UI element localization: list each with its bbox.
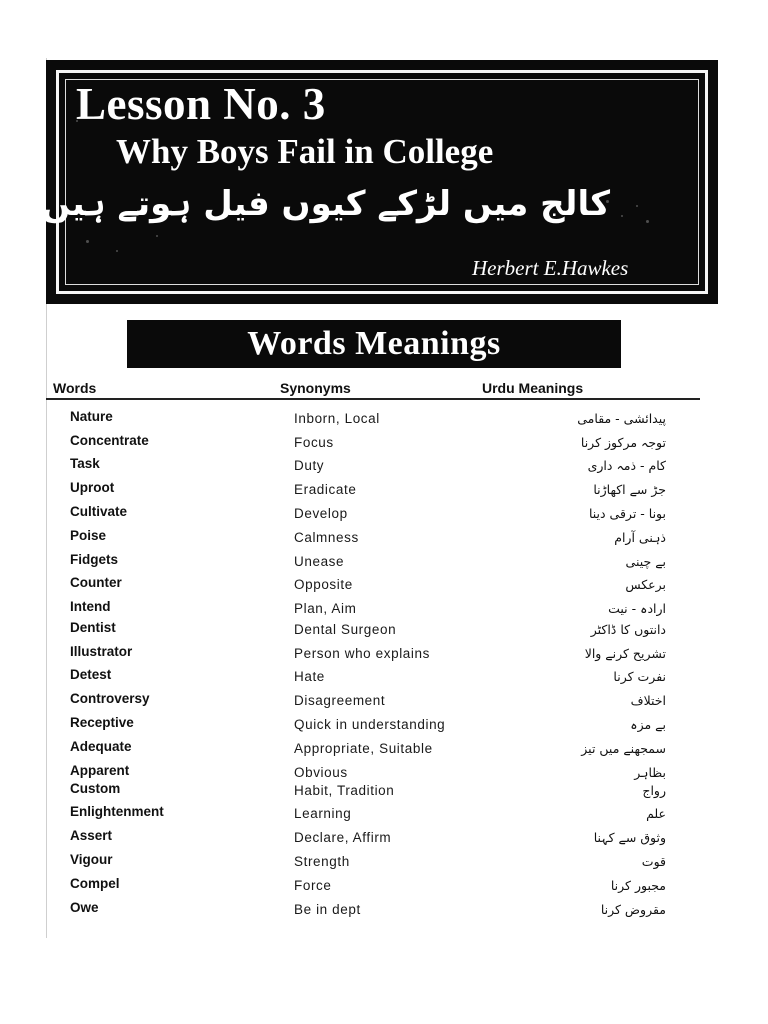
urdu-cell: قوت	[641, 854, 666, 869]
word-cell: Compel	[70, 876, 120, 891]
synonym-cell: Be in dept	[294, 902, 361, 917]
synonym-cell: Habit, Tradition	[294, 783, 395, 798]
table-row	[0, 552, 768, 574]
urdu-cell: رواج	[642, 783, 666, 798]
table-row	[0, 667, 768, 689]
table-row	[0, 504, 768, 526]
word-cell: Assert	[70, 828, 113, 843]
table-row	[0, 900, 768, 922]
urdu-cell: علم	[646, 806, 666, 821]
table-row	[0, 715, 768, 737]
word-cell: Enlightenment	[70, 804, 164, 819]
urdu-cell: ارادہ - نیت	[608, 601, 666, 616]
synonym-cell: Plan, Aim	[294, 601, 357, 616]
urdu-cell: اختلاف	[630, 693, 666, 708]
word-cell: Vigour	[70, 852, 113, 867]
table-row	[0, 528, 768, 550]
synonym-cell: Focus	[294, 435, 334, 450]
urdu-title: کالج میں لڑکے کیوں فیل ہوتے ہیں	[41, 184, 610, 224]
urdu-cell: بے چینی	[625, 554, 666, 569]
urdu-cell: بظاہر	[634, 765, 666, 780]
synonym-cell: Declare, Affirm	[294, 830, 392, 845]
synonym-cell: Inborn, Local	[294, 411, 380, 426]
word-cell: Controversy	[70, 691, 150, 706]
table-row	[0, 480, 768, 502]
table-row	[0, 575, 768, 597]
urdu-cell: وثوق سے کہنا	[593, 830, 666, 845]
word-cell: Detest	[70, 667, 112, 682]
urdu-cell: مقروض کرنا	[600, 902, 666, 917]
word-cell: Dentist	[70, 620, 116, 635]
synonym-cell: Obvious	[294, 765, 348, 780]
word-cell: Custom	[70, 781, 121, 796]
word-cell: Counter	[70, 575, 122, 590]
synonym-cell: Opposite	[294, 577, 353, 592]
synonym-cell: Develop	[294, 506, 348, 521]
word-cell: Receptive	[70, 715, 134, 730]
lesson-number: Lesson No. 3	[76, 79, 326, 129]
table-row	[0, 804, 768, 826]
synonym-cell: Eradicate	[294, 482, 357, 497]
word-cell: Cultivate	[70, 504, 128, 519]
urdu-cell: کام - ذمہ داری	[587, 458, 666, 473]
table-row	[0, 620, 768, 642]
synonym-cell: Dental Surgeon	[294, 622, 397, 637]
table-row	[0, 876, 768, 898]
urdu-cell: ذہنی آرام	[614, 530, 666, 545]
urdu-cell: سمجھنے میں تیز	[581, 741, 666, 756]
word-cell: Task	[70, 456, 100, 471]
table-row	[0, 644, 768, 666]
table-row	[0, 781, 768, 803]
synonym-cell: Force	[294, 878, 332, 893]
banner-speck	[86, 240, 89, 243]
banner-speck	[621, 215, 623, 217]
column-header-urdu: Urdu Meanings	[482, 380, 584, 396]
author-name: Herbert E.Hawkes	[472, 256, 629, 280]
urdu-cell: مجبور کرنا	[610, 878, 666, 893]
word-cell: Owe	[70, 900, 99, 915]
table-row	[0, 852, 768, 874]
table-row	[0, 739, 768, 761]
synonym-cell: Calmness	[294, 530, 359, 545]
word-cell: Apparent	[70, 763, 130, 778]
synonym-cell: Unease	[294, 554, 345, 569]
urdu-cell: پیدائشی - مقامی	[577, 411, 666, 426]
word-cell: Intend	[70, 599, 111, 614]
column-header-words: Words	[53, 380, 97, 396]
word-cell: Concentrate	[70, 433, 149, 448]
urdu-cell: برعکس	[625, 577, 666, 592]
table-row	[0, 599, 768, 621]
banner-speck	[156, 235, 158, 237]
column-header-synonyms: Synonyms	[280, 380, 351, 396]
table-row	[0, 433, 768, 455]
urdu-cell: دانتوں کا ڈاکٹر	[590, 622, 666, 637]
synonym-cell: Hate	[294, 669, 325, 684]
synonym-cell: Quick in understanding	[294, 717, 446, 732]
lesson-title: Why Boys Fail in College	[116, 132, 494, 171]
urdu-cell: جڑ سے اکھاڑنا	[593, 482, 666, 497]
word-cell: Nature	[70, 409, 113, 424]
word-cell: Illustrator	[70, 644, 133, 659]
urdu-cell: نفرت کرنا	[613, 669, 666, 684]
word-cell: Poise	[70, 528, 107, 543]
table-row	[0, 828, 768, 850]
synonym-cell: Disagreement	[294, 693, 386, 708]
word-cell: Uproot	[70, 480, 115, 495]
table-row	[0, 409, 768, 431]
banner-speck	[116, 250, 118, 252]
table-row	[0, 456, 768, 478]
table-row	[0, 691, 768, 713]
synonym-cell: Strength	[294, 854, 350, 869]
word-cell: Fidgets	[70, 552, 119, 567]
urdu-cell: بونا - ترقی دینا	[588, 506, 666, 521]
section-title: Words Meanings	[247, 325, 501, 362]
synonym-cell: Duty	[294, 458, 325, 473]
banner-speck	[646, 220, 649, 223]
word-cell: Adequate	[70, 739, 132, 754]
synonym-cell: Appropriate, Suitable	[294, 741, 433, 756]
urdu-cell: توجہ مرکوز کرنا	[580, 435, 666, 450]
header-rule	[46, 398, 700, 400]
synonym-cell: Person who explains	[294, 646, 430, 661]
synonym-cell: Learning	[294, 806, 352, 821]
section-heading-bar	[127, 320, 621, 368]
urdu-cell: تشریح کرنے والا	[584, 646, 666, 661]
banner-speck	[636, 205, 638, 207]
urdu-cell: بے مزہ	[630, 717, 666, 732]
